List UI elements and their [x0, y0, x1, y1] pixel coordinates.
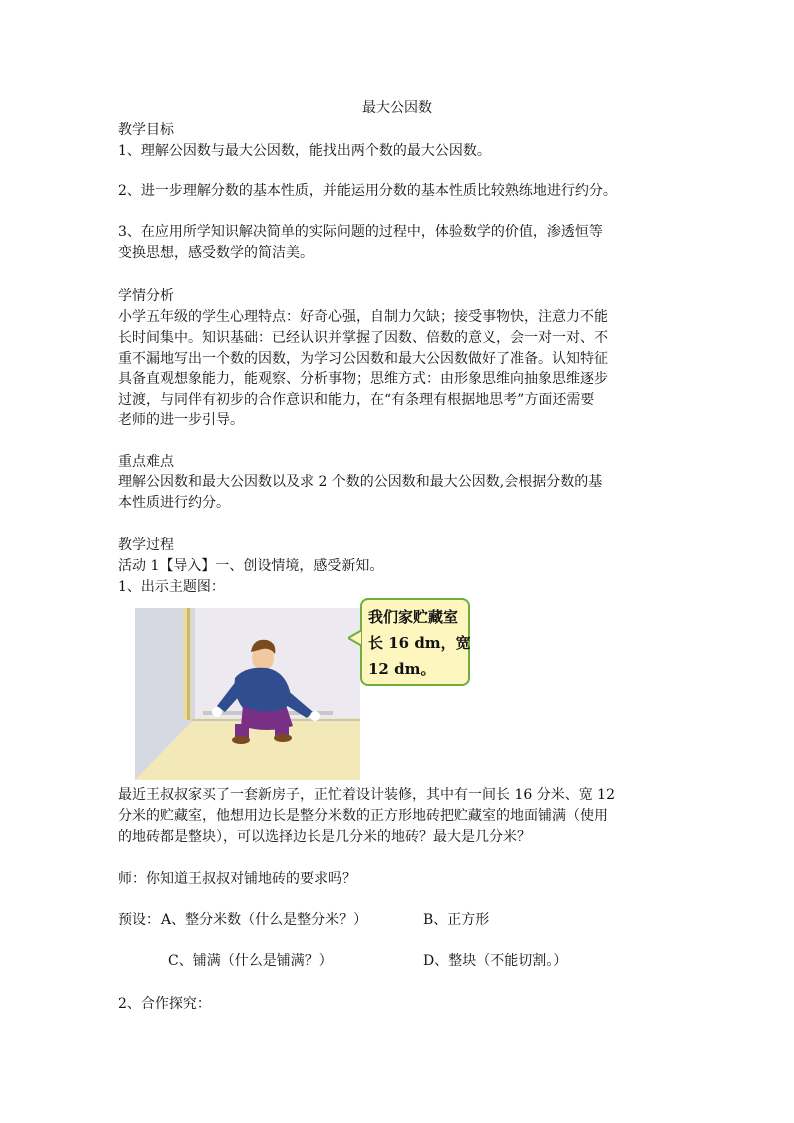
story-line-3: 的地砖都是整块），可以选择边长是几分米的地砖？最大是几分米？: [118, 829, 531, 845]
teacher-question: 师：你知道王叔叔对铺地砖的要求吗？: [118, 871, 356, 887]
speech-line-3: 12 dm。: [368, 660, 436, 678]
analysis-line-2: 长时间集中。知识基础：已经认识并掌握了因数、倍数的意义，会一对一对、不: [118, 330, 608, 346]
goal-item-2: 2、进一步理解分数的基本性质，并能运用分数的基本性质比较熟练地进行约分。: [118, 183, 617, 199]
story-line-1: 最近王叔叔家买了一套新房子，正忙着设计装修，其中有一间长 16 分米、宽 12: [118, 787, 615, 803]
goal-item-3-line-2: 变换思想，感受数学的简洁美。: [118, 245, 314, 261]
preset-label: 预设：: [118, 912, 160, 928]
preset-option-d: D、整块（不能切割。）: [423, 953, 568, 969]
goals-heading: 教学目标: [118, 122, 174, 138]
preset-option-c: C、铺满（什么是铺满？）: [168, 953, 333, 969]
analysis-line-5: 过渡，与同伴有初步的合作意识和能力，在“有条理有根据地思考”方面还需要: [118, 392, 595, 408]
theme-illustration: [135, 608, 475, 780]
speech-line-2: 长 16 dm，宽: [368, 634, 471, 652]
preset-option-b: B、正方形: [423, 912, 490, 928]
analysis-line-3: 重不漏地写出一个数的因数，为学习公因数和最大公因数做好了准备。认知特征: [118, 351, 608, 367]
step-2: 2、合作探究：: [118, 996, 211, 1012]
activity-1-intro: 活动 1【导入】一、创设情境，感受新知。: [118, 558, 384, 574]
page-title: 最大公因数: [362, 100, 432, 116]
speech-line-1: 我们家贮藏室: [368, 608, 459, 626]
analysis-line-4: 具备直观想象能力，能观察、分析事物；思维方式：由形象思维向抽象思维逐步: [118, 371, 608, 387]
preset-option-a: A、整分米数（什么是整分米？）: [161, 912, 368, 928]
analysis-line-6: 老师的进一步引导。: [118, 412, 244, 428]
process-heading: 教学过程: [118, 537, 174, 553]
keypoints-heading: 重点难点: [118, 454, 174, 470]
storage-room-scene: [135, 608, 360, 780]
goal-item-3-line-1: 3、在应用所学知识解决简单的实际问题的过程中，体验数学的价值，渗透恒等: [118, 224, 603, 240]
step-1: 1、出示主题图：: [118, 579, 225, 595]
analysis-heading: 学情分析: [118, 288, 174, 304]
story-line-2: 分米的贮藏室，他想用边长是整分米数的正方形地砖把贮藏室的地面铺满（使用: [118, 808, 608, 824]
goal-item-1: 1、理解公因数与最大公因数，能找出两个数的最大公因数。: [118, 143, 491, 159]
speech-bubble-tail: [348, 628, 362, 648]
keypoints-line-1: 理解公因数和最大公因数以及求 2 个数的公因数和最大公因数,会根据分数的基: [118, 474, 603, 490]
analysis-line-1: 小学五年级的学生心理特点：好奇心强，自制力欠缺；接受事物快，注意力不能: [118, 309, 608, 325]
speech-bubble: [360, 598, 470, 686]
keypoints-line-2: 本性质进行约分。: [118, 495, 230, 511]
